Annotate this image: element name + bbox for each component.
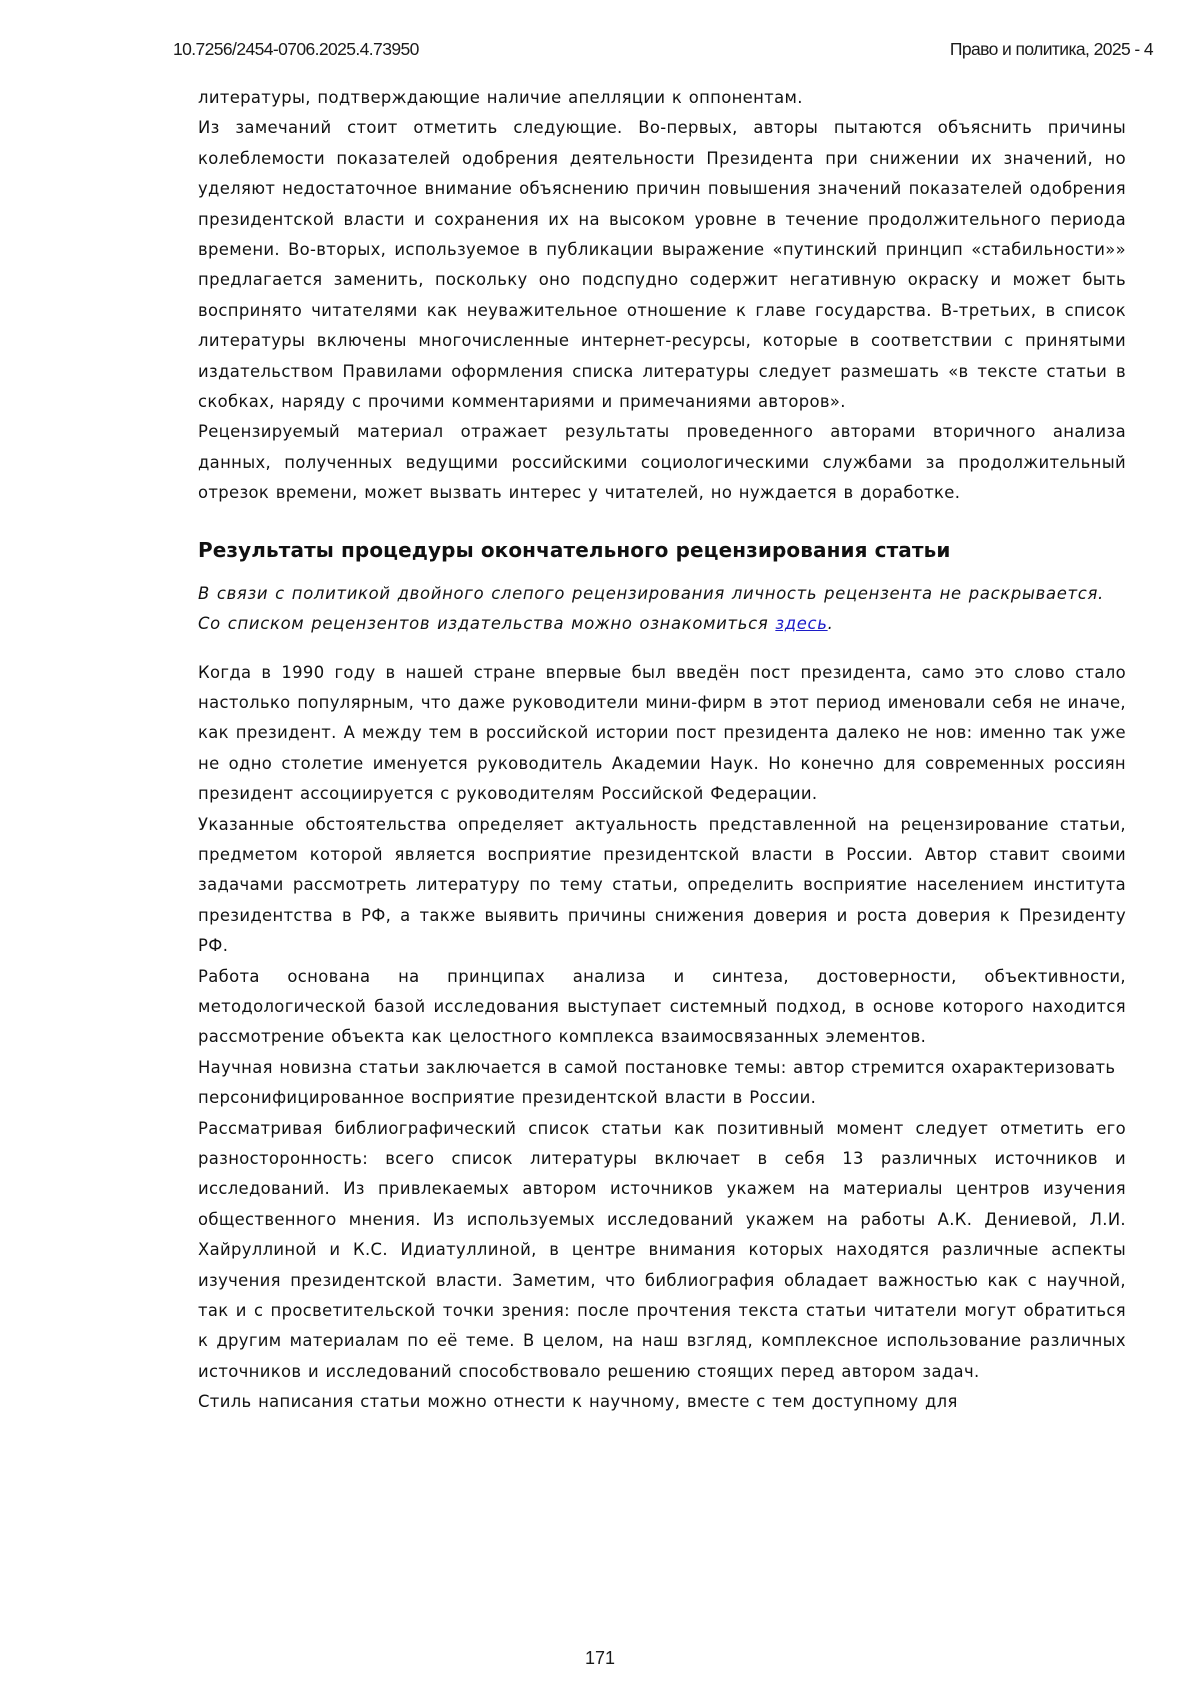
paragraph-remarks: Из замечаний стоит отметить следующие. Во-первых, авторы пытаются объяснить причины колеблемости показателей одобрения деятельности Президента при снижении их значений, но уделяют недостаточное внимание объяснению причин повышения значений показателей одобрения президентской власти и сохранения их на высоком уровне в течение продолжительного периода времени. Во-вторых, используемое в публикации выражение «путинский принцип «стабильности»» предлагается заменить, поскольку оно подспудно содержит негативную окраску и может быть воспринято читателями как неуважительное отношение к главе государства. В-третьих, в список литературы включены многочисленные интернет-ресурсы, которые в соответствии с принятыми издательством Правилами оформления списка литературы следует размешать «в тексте статьи в скобках, наряду с прочими комментариями и примечаниями авторов». <box>198 113 1126 417</box>
paragraph-intro: литературы, подтверждающие наличие апелляции к оппонентам. <box>198 83 1126 113</box>
reviewers-list-link[interactable]: здесь <box>775 614 827 633</box>
spacer <box>198 640 1126 658</box>
review-paragraph-2: Указанные обстоятельства определяет актуальность представленной на рецензирование статьи, предметом которой является восприятие президентской власти в России. Автор ставит своими задачами рассмотреть литературу по тему статьи, определить восприятие населением института президентства в РФ, а также выявить причины снижения доверия и роста доверия к Президенту РФ. <box>198 810 1126 962</box>
review-paragraph-4: Научная новизна статьи заключается в самой постановке темы: автор стремится охарактеризовать <box>198 1053 1126 1083</box>
review-notice <box>198 579 1126 640</box>
reviewers-notice-text: Со списком рецензентов издательства можно ознакомиться <box>198 614 775 633</box>
review-paragraph-1: Когда в 1990 году в нашей стране впервые был введён пост президента, само это слово стало настолько популярным, что даже руководители мини-фирм в этот период именовали себя не иначе, как президент. А между тем в российской истории пост президента далеко не нов: именно так уже не одно столетие именуется руководитель Академии Наук. Но конечно для современных россиян президент ассоциируется с руководителям Российской Федерации. <box>198 658 1126 810</box>
review-paragraph-7: Стиль написания статьи можно отнести к научному, вместе с тем доступному для <box>198 1387 1126 1417</box>
journal-label: Право и политика, 2025 - 4 <box>950 39 1153 60</box>
reviewers-notice-suffix: . <box>828 614 834 633</box>
doi-label: 10.7256/2454-0706.2025.4.73950 <box>173 39 419 60</box>
review-paragraph-6: Рассматривая библиографический список статьи как позитивный момент следует отметить его разносторонность: всего список литературы включает в себя 13 различных источников и исследований. Из привлекаемых автором источников укажем на материалы центров изучения общественного мнения. Из используемых исследований укажем на работы А.К. Дениевой, Л.И. Хайруллиной и К.С. Идиатуллиной, в центре внимания которых находятся различные аспекты изучения президентской власти. Заметим, что библиография обладает важностью как с научной, так и с просветительской точки зрения: после прочтения текста статьи читатели могут обратиться к другим материалам по её теме. В целом, на наш взгляд, комплексное использование различных источников и исследований способствовало решению стоящих перед автором задач. <box>198 1114 1126 1388</box>
review-paragraph-5: персонифицированное восприятие президентской власти в России. <box>198 1083 1126 1113</box>
blind-review-notice: В связи с политикой двойного слепого рецензирования личность рецензента не раскрывается. <box>198 579 1126 609</box>
page-content <box>198 83 1126 1418</box>
page-header <box>173 36 1153 62</box>
section-title: Результаты процедуры окончательного рецензирования статьи <box>198 509 1126 579</box>
page-number: 171 <box>0 1648 1200 1669</box>
reviewers-list-notice <box>198 609 1126 639</box>
paragraph-reviewed: Рецензируемый материал отражает результаты проведенного авторами вторичного анализа данных, полученных ведущими российскими социологическими службами за продолжительный отрезок времени, может вызвать интерес у читателей, но нуждается в доработке. <box>198 417 1126 508</box>
review-paragraph-3: Работа основана на принципах анализа и синтеза, достоверности, объективности, методологической базой исследования выступает системный подход, в основе которого находится рассмотрение объекта как целостного комплекса взаимосвязанных элементов. <box>198 962 1126 1053</box>
